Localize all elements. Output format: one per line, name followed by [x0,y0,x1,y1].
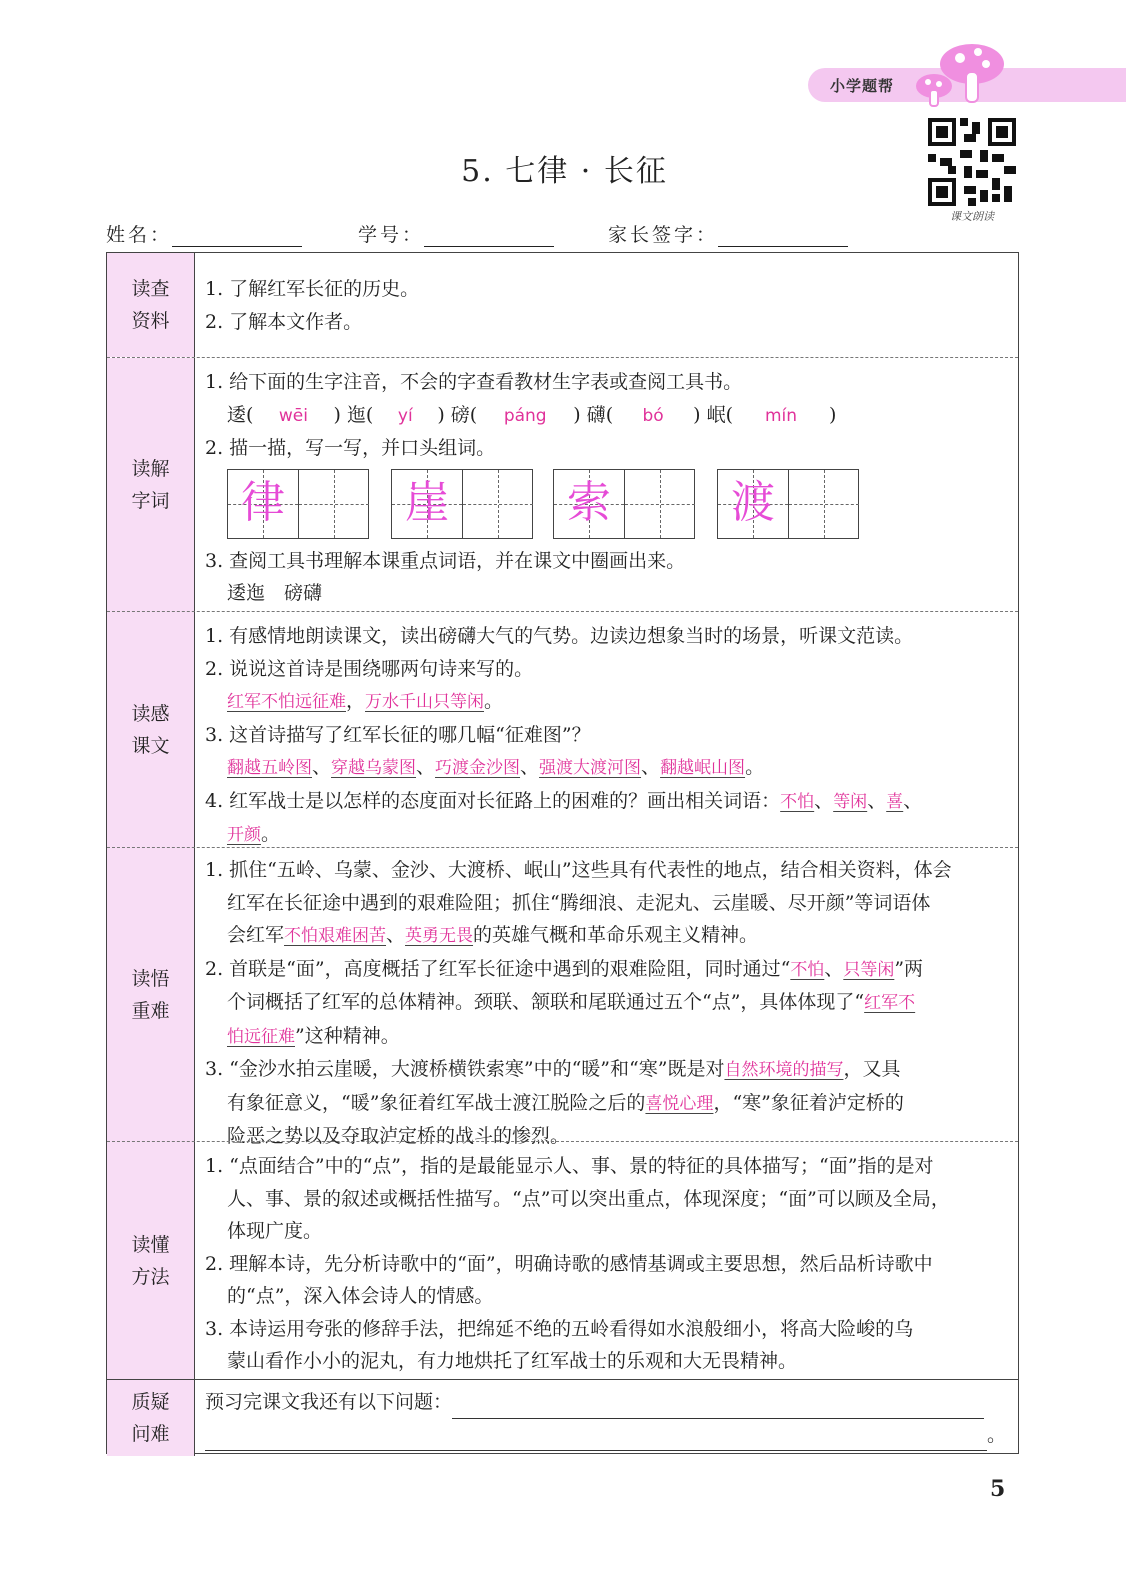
pinyin-row: 逶( wēi ) 迤( yí ) 磅( páng ) 礴( bó ) 岷( mín ) [205,399,1008,433]
key-words: 逶迤 磅礴 [227,582,323,604]
tian-grid[interactable] [553,469,695,539]
pinyin-answer[interactable]: páng [503,405,547,426]
section-research [107,253,1018,357]
preview-table [106,252,1019,1454]
question-line-2: 。 [205,1419,1008,1452]
section-key-points [107,847,1018,1147]
list-item: 1. 了解红军长征的历史。 [205,278,420,300]
section-label: 读感 课文 [107,612,195,848]
trace-char: 索 [567,477,611,529]
question: 2. 说说这首诗是围绕哪两句诗来写的。 [205,657,534,680]
mushroom-icon [912,42,1008,108]
name-field[interactable] [106,220,302,247]
paragraph-line: 红军在长征途中遇到的艰难险阻；抓住“腾细浪、走泥丸、云崖暖、尽开颜”等词语体 [227,891,931,914]
question: 1. 有感情地朗读课文，读出磅礴大气的气势。边读边想象当时的场景，听课文范读。 [205,625,914,647]
brand-label: 小学题帮 [830,77,895,95]
paragraph-line: 个词概括了红军的总体精神。颈联、颔联和尾联通过五个“点”，具体体现了“红军不 [227,991,916,1013]
section-label: 读解 字词 [107,358,195,612]
pinyin-answer[interactable]: bó [642,405,664,426]
section-label: 读查 资料 [107,253,195,357]
pinyin-answer[interactable]: wēi [278,405,308,426]
answer: 翻越五岭图、穿越乌蒙图、巧渡金沙图、强渡大渡河图、翻越岷山图。 [227,756,765,778]
section-label: 读悟 重难 [107,848,195,1142]
list-item: 2. 了解本文作者。 [205,310,363,333]
trace-char: 律 [241,477,285,529]
section-vocabulary [107,357,1018,612]
paragraph-line: 蒙山看作小小的泥丸，有力地烘托了红军战士的乐观和大无畏精神。 [227,1350,798,1372]
page-title: 5. 七律 · 长征 [461,154,668,189]
trace-char: 崖 [405,477,449,529]
section-methods [107,1141,1018,1380]
paragraph-line: 会红军不怕艰难困苦、英勇无畏的英雄气概和革命乐观主义精神。 [227,924,759,946]
paragraph-line: 的“点”，深入体会诗人的情感。 [227,1285,494,1307]
id-blank[interactable] [424,226,554,247]
id-label: 学号： [358,224,425,246]
answer: 开颜。 [227,823,281,845]
section-reading [107,611,1018,848]
paragraph-line: 2. 理解本诗，先分析诗歌中的“面”，明确诗歌的感情基调或主要思想，然后品析诗歌中 [205,1252,933,1275]
answer-line[interactable] [452,1394,984,1419]
question-prompt: 预习完课文我还有以下问题： [205,1386,1008,1419]
paragraph-line: 1. 抓住“五岭、乌蒙、金沙、大渡桥、岷山”这些具有代表性的地点，结合相关资料，体会 [205,859,952,881]
paragraph-line: 3. 本诗运用夸张的修辞手法，把绵延不绝的五岭看得如水浪般细小，将高大险峻的乌 [205,1317,914,1340]
pinyin-answer[interactable]: yí [397,405,413,426]
sign-label: 家长签字： [608,224,719,246]
question: 1. 给下面的生字注音，不会的字查看教材生字表或查阅工具书。 [205,371,743,393]
question: 3. 这首诗描写了红军长征的哪几幅“征难图”？ [205,723,591,746]
sign-field[interactable] [608,220,848,247]
paragraph-line: 体现广度。 [227,1220,323,1242]
section-label: 质疑 问难 [107,1380,195,1456]
id-field[interactable] [358,220,554,247]
qr-caption: 课文朗读 [950,210,994,223]
question: 2. 描一描，写一写，并口头组词。 [205,437,496,459]
tian-grid[interactable] [227,469,369,539]
section-label: 读懂 方法 [107,1142,195,1380]
paragraph-line: 3. “金沙水拍云崖暖，大渡桥横铁索寒”中的“暖”和“寒”既是对自然环境的描写，又具 [205,1058,901,1080]
paragraph-line: 2. 首联是“面”，高度概括了红军长征途中遇到的艰难险阻，同时通过“不怕、只等闲”两 [205,957,924,980]
answer: 红军不怕远征难，万水千山只等闲。 [227,690,504,712]
tian-grid[interactable] [391,469,533,539]
paragraph-line: 1. “点面结合”中的“点”，指的是最能显示人、事、景的特征的具体描写；“面”指的是对 [205,1155,934,1177]
sign-blank[interactable] [718,226,848,247]
tian-grid[interactable] [717,469,859,539]
answer-line[interactable] [205,1426,987,1451]
page-number: 5 [990,1476,1006,1502]
name-blank[interactable] [172,226,302,247]
paragraph-line: 人、事、景的叙述或概括性描写。“点”可以突出重点，体现深度；“面”可以顾及全局， [227,1187,950,1210]
question: 4. 红军战士是以怎样的态度面对长征路上的困难的？画出相关词语：不怕、等闲、喜、 [205,789,923,812]
paragraph-line: 怕远征难”这种精神。 [227,1024,400,1047]
question: 3. 查阅工具书理解本课重点词语，并在课文中圈画出来。 [205,549,686,572]
tracing-grid [205,465,1008,539]
trace-char: 渡 [731,477,775,529]
paragraph-line: 险恶之势以及夺取泸定桥的战斗的惨烈。 [227,1125,570,1147]
pinyin-answer[interactable]: mín [764,405,798,426]
name-label: 姓名： [106,224,173,246]
section-questions [107,1379,1018,1456]
paragraph-line: 有象征意义，“暖”象征着红军战士渡江脱险之后的喜悦心理，“寒”象征着泸定桥的 [227,1091,904,1114]
